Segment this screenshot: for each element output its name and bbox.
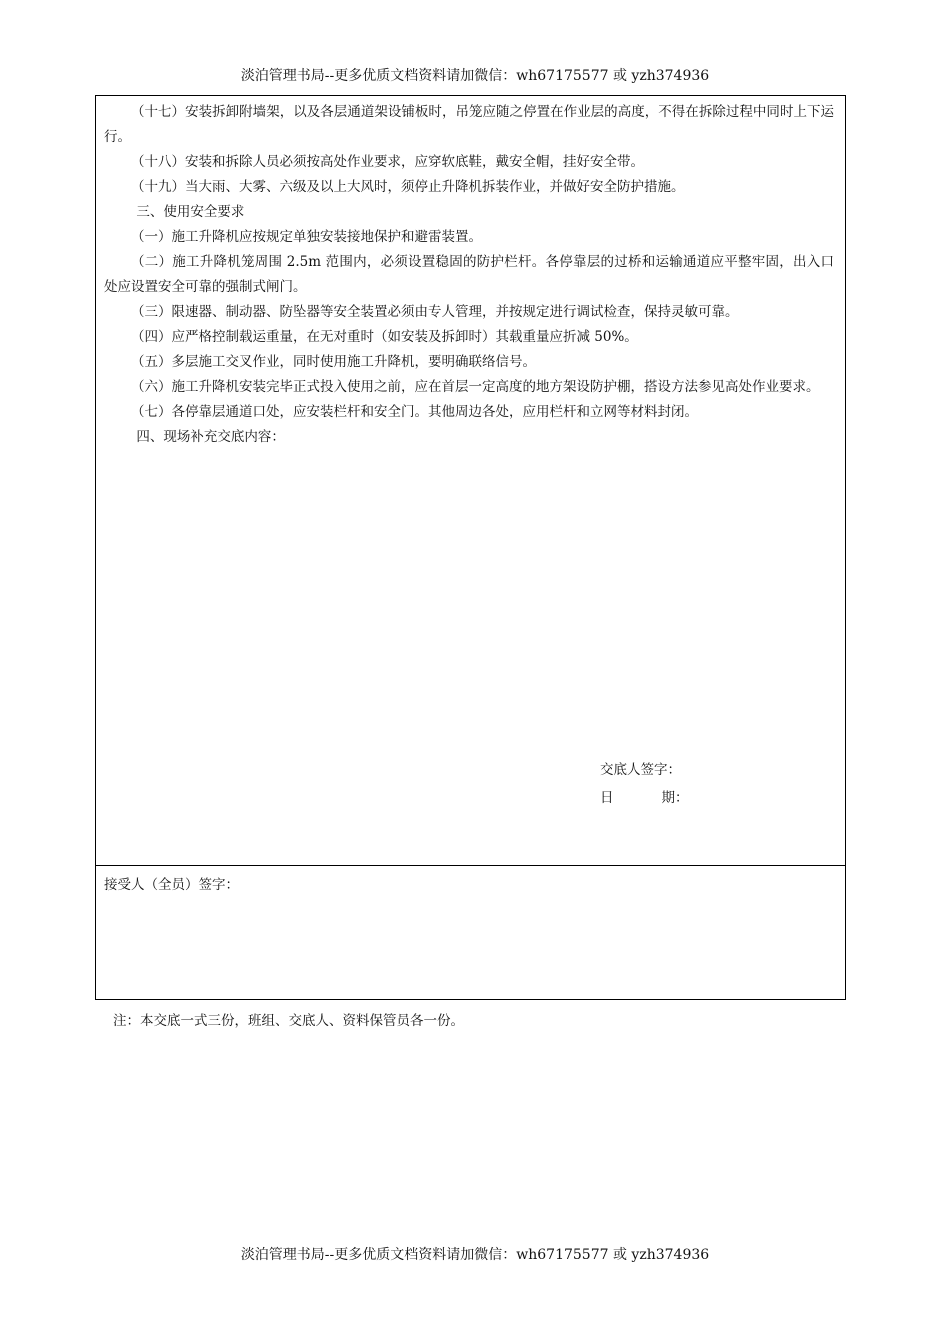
use-item-1: （一）施工升降机应按规定单独安装接地保护和避雷装置。 [131,229,482,245]
disclosure-form-table [95,95,846,1000]
footnote: 注：本交底一式三份，班组、交底人、资料保管员各一份。 [113,1013,464,1029]
presenter-signature-label: 交底人签字： [600,762,681,778]
item-17: （十七）安装拆卸附墙架，以及各层通道架设铺板时，吊笼应随之停置在作业层的高度，不得在拆除过程中同时上下运行。 [104,104,834,145]
receiver-signature-cell [96,866,845,999]
date-label [600,784,689,812]
use-item-7: （七）各停靠层通道口处，应安装栏杆和安全门。其他周边各处，应用栏杆和立网等材料封闭。 [131,404,698,420]
date-label-left: 日 [600,790,614,806]
disclosure-content-cell [96,96,845,866]
date-label-right: 期： [661,790,689,806]
use-item-5: （五）多层施工交叉作业，同时使用施工升降机，要明确联络信号。 [131,354,536,370]
receiver-signature-label: 接受人（全员）签字： [104,877,239,893]
use-item-4: （四）应严格控制载运重量，在无对重时（如安装及拆卸时）其载重量应折减 50%。 [131,329,638,345]
signature-block [600,756,689,812]
use-item-3: （三）限速器、制动器、防坠器等安全装置必须由专人管理，并按规定进行调试检查，保持灵敏可靠。 [131,304,739,320]
section-3-title: 三、使用安全要求 [136,204,245,220]
page-header: 淡泊管理书局--更多优质文档资料请加微信：wh67175577 或 yzh374936 [240,68,710,84]
use-item-6: （六）施工升降机安装完毕正式投入使用之前，应在首层一定高度的地方架设防护棚，搭设方法参见高处作业要求。 [131,379,820,395]
item-18: （十八）安装和拆除人员必须按高处作业要求，应穿软底鞋，戴安全帽，挂好安全带。 [131,154,644,170]
disclosure-content [104,100,834,450]
use-item-2: （二）施工升降机笼周围 2.5m 范围内，必须设置稳固的防护栏杆。各停靠层的过桥和运输通道应平整牢固，出入口处应设置安全可靠的强制式闸门。 [104,254,834,295]
section-4-title: 四、现场补充交底内容： [136,429,285,445]
page-footer: 淡泊管理书局--更多优质文档资料请加微信：wh67175577 或 yzh374936 [240,1247,710,1263]
item-19: （十九）当大雨、大雾、六级及以上大风时，须停止升降机拆装作业，并做好安全防护措施。 [131,179,685,195]
